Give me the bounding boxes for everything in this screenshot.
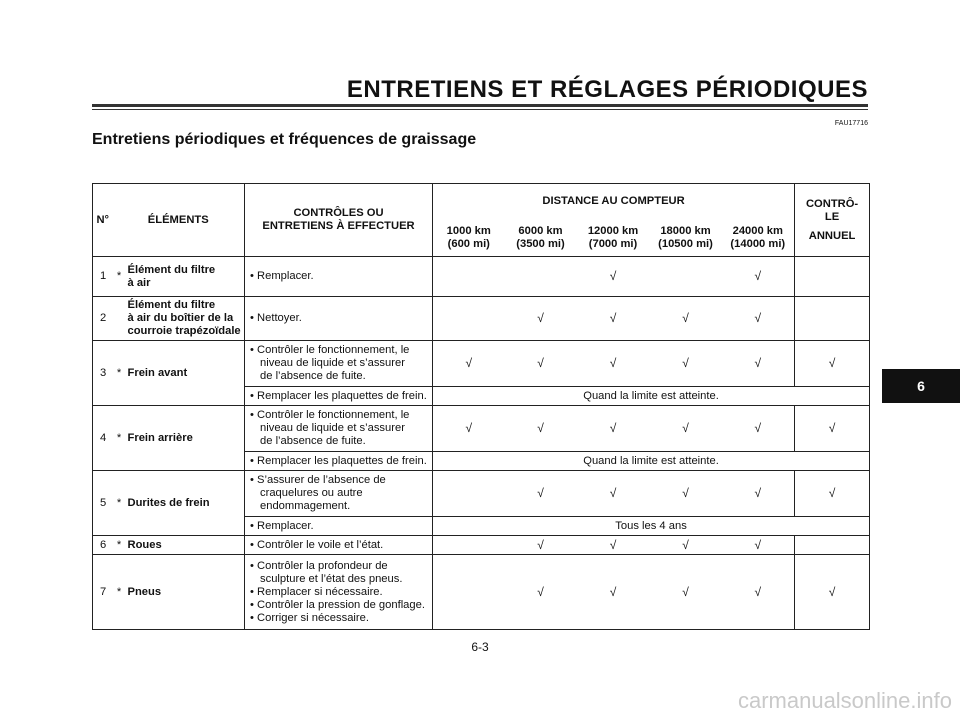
annual-cell: √ [795,555,870,630]
interval-note: Quand la limite est atteinte. [433,452,870,471]
check-cell: √ [722,341,795,387]
check-cell: √ [650,297,722,341]
header-rule-thin [92,109,868,110]
check-cell: √ [722,257,795,297]
interval-mi: (7000 mi) [588,237,638,250]
row-control [245,341,433,387]
table-row [93,297,870,341]
row-star: * [113,257,126,297]
check-cell [433,471,505,517]
control-line: • Corriger si nécessaire. [250,611,369,624]
row-element: Roues [126,536,245,555]
row-star [113,297,126,341]
element-line: Élément du filtre [127,299,216,311]
row-control: • Remplacer. [245,257,433,297]
table-row [93,406,870,452]
row-control: • Nettoyer. [245,297,433,341]
control-line: • Contrôler la pression de gonflage. [250,598,425,611]
control-line: endommagement. [260,500,351,512]
row-star: * [113,536,126,555]
header-interval [433,220,505,257]
check-cell: √ [577,471,650,517]
check-cell: √ [577,257,650,297]
check-cell: √ [505,536,577,555]
check-cell: √ [722,536,795,555]
row-element: Frein arrière [126,406,245,471]
row-star: * [113,555,126,630]
row-star: * [113,471,126,536]
interval-km: 24000 km [732,224,783,237]
row-number: 5 [93,471,113,536]
header-no: N° [93,184,113,257]
row-number: 2 [93,297,113,341]
table-row [93,555,870,630]
check-cell: √ [722,471,795,517]
header-controls-line1: CONTRÔLES OU [293,207,384,219]
header-annual-line3: ANNUEL [808,229,856,242]
check-cell: √ [722,297,795,341]
row-star: * [113,341,126,406]
check-cell: √ [722,555,795,630]
check-cell: √ [650,341,722,387]
row-control: • Remplacer. [245,517,433,536]
header-interval [722,220,795,257]
section-title: Entretiens périodiques et fréquences de graissage [92,131,477,148]
check-cell: √ [577,555,650,630]
page-header-title: ENTRETIENS ET RÉGLAGES PÉRIODIQUES [346,76,868,103]
row-control: • Contrôler le voile et l’état. [245,536,433,555]
interval-km: 6000 km [518,224,563,237]
check-cell: √ [433,406,505,452]
check-cell: √ [577,341,650,387]
header-interval [650,220,722,257]
row-number: 7 [93,555,113,630]
row-control: • Remplacer les plaquettes de frein. [245,452,433,471]
element-line: Élément du filtre [127,263,216,276]
control-line: • Remplacer si nécessaire. [250,585,383,598]
element-line: à air du boîtier de la [127,312,234,324]
control-line: niveau de liquide et s’assurer [260,357,405,369]
control-line: craquelures ou autre [260,487,363,499]
header-rule-thick [92,104,868,107]
annual-cell: √ [795,406,870,452]
control-line: de l’absence de fuite. [260,370,366,382]
element-line: courroie trapézoïdale [127,325,241,337]
check-cell [433,536,505,555]
row-control [245,406,433,452]
check-cell: √ [722,406,795,452]
header-controls [245,184,433,257]
annual-cell [795,257,870,297]
control-line: • Contrôler le fonctionnement, le [250,344,410,356]
header-annual-line1: CONTRÔ- [805,197,859,210]
row-number: 3 [93,341,113,406]
interval-km: 12000 km [587,224,639,237]
control-line: • Contrôler le fonctionnement, le [250,409,410,421]
table-row [93,536,870,555]
row-control [245,555,433,630]
check-cell: √ [650,406,722,452]
check-cell [433,257,505,297]
interval-km: 1000 km [446,224,491,237]
table-row [93,257,870,297]
row-number: 6 [93,536,113,555]
header-interval [505,220,577,257]
interval-note: Quand la limite est atteinte. [433,387,870,406]
maintenance-table [92,183,870,630]
header-distance: DISTANCE AU COMPTEUR [433,184,795,220]
check-cell: √ [650,555,722,630]
table-row [93,341,870,387]
check-cell: √ [505,406,577,452]
row-control [245,471,433,517]
check-cell: √ [505,341,577,387]
interval-mi: (600 mi) [447,237,490,250]
row-element [126,297,245,341]
row-number: 1 [93,257,113,297]
page-number: 6-3 [471,640,489,654]
header-interval [577,220,650,257]
annual-cell: √ [795,471,870,517]
row-star: * [113,406,126,471]
check-cell [433,297,505,341]
check-cell: √ [505,297,577,341]
chapter-tab[interactable]: 6 [882,369,960,403]
check-cell [433,555,505,630]
element-line: à air [127,276,151,289]
check-cell: √ [577,297,650,341]
check-cell: √ [650,536,722,555]
check-cell [650,257,722,297]
header-controls-line2: ENTRETIENS À EFFECTUER [262,220,415,232]
control-line: • Contrôler la profondeur de [250,559,388,572]
annual-cell [795,297,870,341]
control-line: niveau de liquide et s’assurer [260,422,405,434]
row-element: Durites de frein [126,471,245,536]
header-annual-line2: LE [824,210,840,223]
interval-note: Tous les 4 ans [433,517,870,536]
check-cell: √ [650,471,722,517]
control-line: sculpture et l’état des pneus. [260,572,403,585]
check-cell: √ [577,536,650,555]
row-number: 4 [93,406,113,471]
interval-mi: (14000 mi) [730,237,786,250]
row-element [126,257,245,297]
header-elements: ÉLÉMENTS [113,184,245,257]
check-cell [505,257,577,297]
row-control: • Remplacer les plaquettes de frein. [245,387,433,406]
control-line: de l’absence de fuite. [260,435,366,447]
interval-mi: (3500 mi) [516,237,565,250]
check-cell: √ [505,471,577,517]
check-cell: √ [433,341,505,387]
reference-code: FAU17716 [834,120,868,127]
header-annual [795,184,870,257]
annual-cell [795,536,870,555]
row-element: Pneus [126,555,245,630]
check-cell: √ [505,555,577,630]
check-cell: √ [577,406,650,452]
control-line: • S’assurer de l’absence de [250,474,386,486]
row-element: Frein avant [126,341,245,406]
annual-cell: √ [795,341,870,387]
watermark: carmanualsonline.info [737,688,952,713]
interval-mi: (10500 mi) [658,237,713,250]
interval-km: 18000 km [660,224,711,237]
table-row [93,471,870,517]
